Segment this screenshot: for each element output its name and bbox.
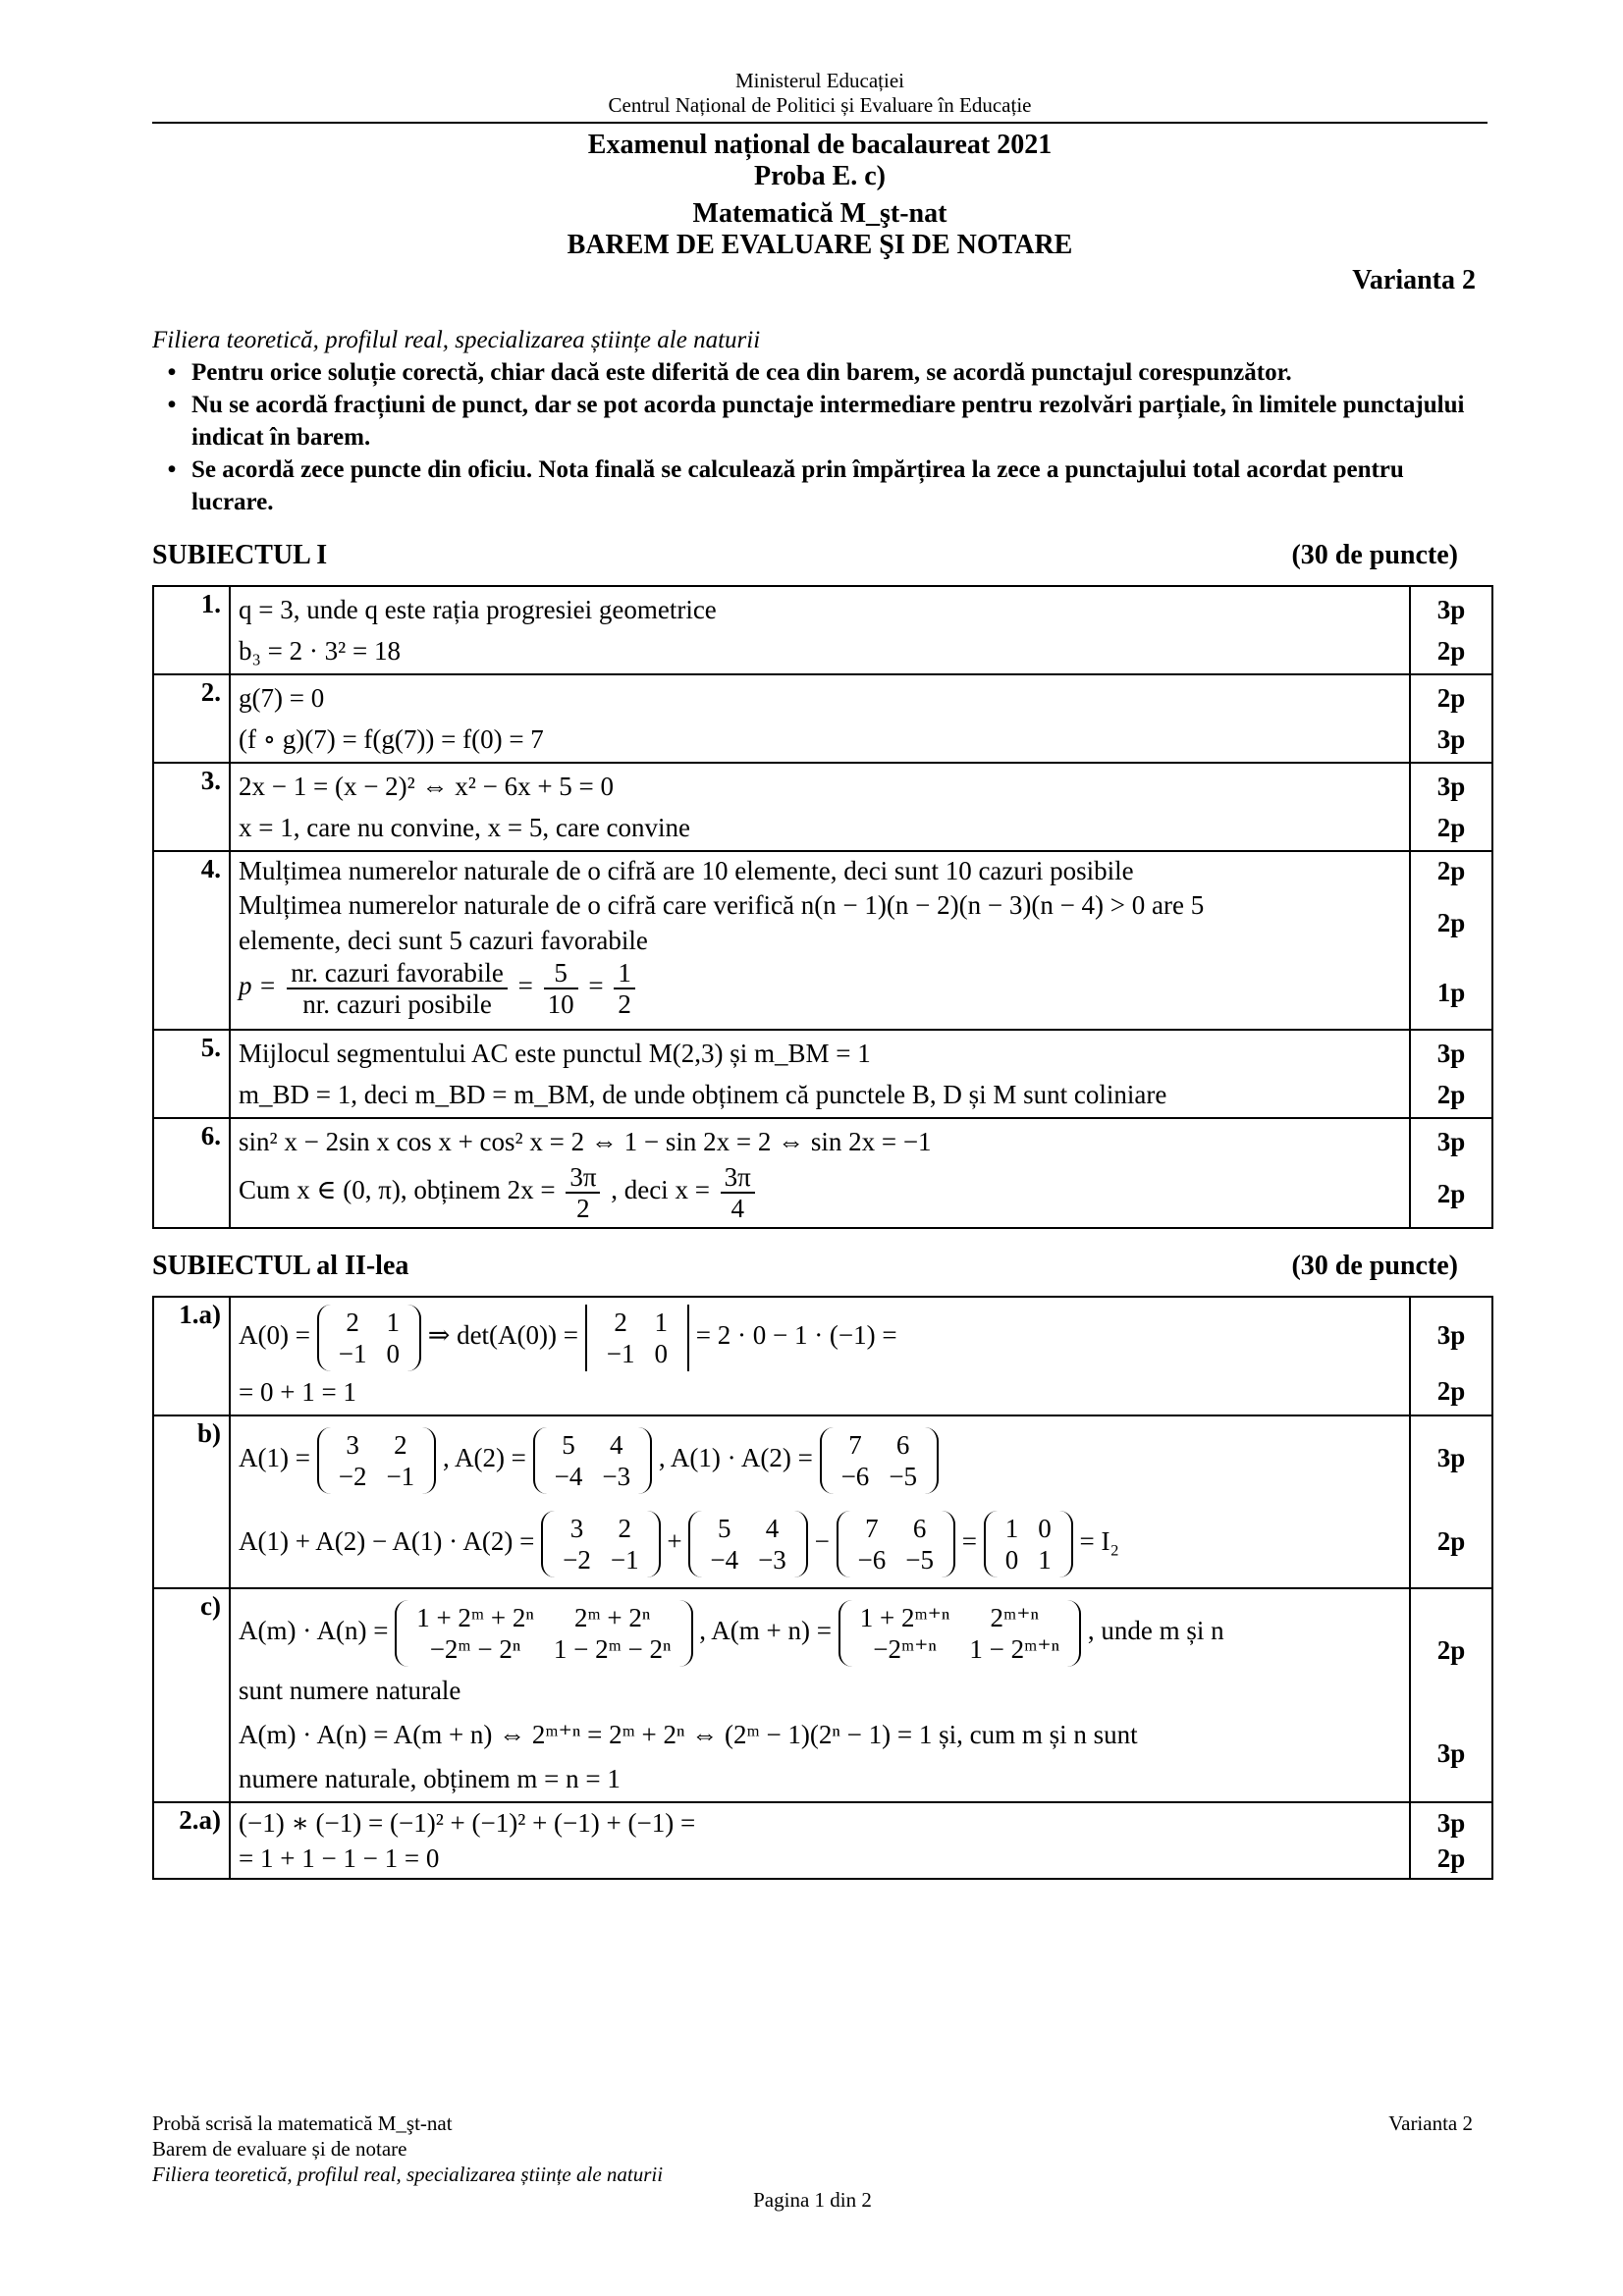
item-number: 3.: [153, 763, 230, 851]
fraction: [287, 958, 508, 1019]
matrix-cell: 5: [562, 1429, 575, 1460]
solution-line: = 1 + 1 − 1 − 1 = 0: [239, 1842, 440, 1873]
points-value: 3p: [1436, 1127, 1466, 1156]
solution-line: [239, 1418, 1401, 1497]
footer-barem: Barem de evaluare și de notare: [152, 2137, 407, 2161]
solution-line: q = 3, unde q este rația progresiei geometrice: [239, 595, 717, 624]
formula-text: =: [517, 971, 533, 1001]
matrix-cell: 4: [765, 1513, 780, 1543]
points-value: 2p: [1436, 908, 1466, 937]
section-title: SUBIECTUL I: [152, 540, 328, 570]
formula-text: −: [814, 1525, 830, 1556]
solution-line: = 0 + 1 = 1: [239, 1376, 356, 1407]
item-points: [1410, 1118, 1492, 1228]
section-2-heading: [152, 1251, 1488, 1282]
solution-line: sin² x − 2sin x cos x + cos² x = 2 ⇔ 1 − sin 2x = 2 ⇔ sin 2x = −1: [239, 1127, 932, 1156]
filiera-text: Filiera teoretică, profilul real, specializarea științe ale naturii: [152, 327, 761, 353]
solution-line: (f ∘ g)(7) = f(g(7)) = f(0) = 7: [239, 724, 544, 754]
matrix-cell: 2: [394, 1429, 407, 1460]
item-solution: [230, 851, 1410, 1030]
matrix-cell: 0: [386, 1338, 400, 1368]
formula-text: = I₂: [1079, 1525, 1119, 1556]
rule-text: Nu se acordă fracțiuni de punct, dar se pot acorda punctaje intermediare pentru rezolvări parțiale, în limitele punctajului indicat în barem.: [191, 392, 1465, 451]
formula-text: , deci x =: [611, 1175, 710, 1205]
section-points: (30 de puncte): [1291, 540, 1458, 570]
item-points: [1410, 1030, 1492, 1118]
item-solution: [230, 1588, 1410, 1802]
points-value: 3p: [1436, 1807, 1466, 1838]
points-value: 3p: [1436, 1320, 1466, 1350]
matrix-cell: −5: [905, 1544, 935, 1575]
header-rule: [152, 122, 1488, 124]
variant-label: Varianta 2: [1352, 265, 1476, 295]
formula-text: ⇒ det(A(0)) =: [427, 1320, 579, 1350]
solution-line: sunt numere naturale: [239, 1675, 461, 1705]
matrix-cell: −1: [386, 1461, 415, 1491]
matrix-cell: 2ᵐ⁺ⁿ: [990, 1602, 1039, 1632]
matrix-cell: −2ᵐ⁺ⁿ: [873, 1633, 937, 1664]
matrix-cell: −1: [338, 1338, 367, 1368]
exam-title: Examenul național de bacalaureat 2021: [587, 130, 1053, 160]
footer-exam: Probă scrisă la matematică M_şt-nat: [152, 2111, 453, 2135]
item-solution: [230, 763, 1410, 851]
solution-line: Mulțimea numerelor naturale de o cifră care verifică n(n − 1)(n − 2)(n − 3)(n − 4) > 0 are 5: [239, 890, 1205, 920]
section-1-table: [152, 585, 1493, 1229]
numerator: 1: [614, 958, 635, 989]
item-number: 6.: [153, 1118, 230, 1228]
bullet-icon: •: [167, 456, 177, 483]
matrix-cell: 2ᵐ + 2ⁿ: [573, 1602, 651, 1632]
solution-line: g(7) = 0: [239, 683, 325, 713]
table-row: [153, 851, 1492, 1030]
instructions: [152, 324, 1488, 518]
item-number: 1.a): [153, 1297, 230, 1415]
solution-line: A(m) · A(n) = A(m + n) ⇔ 2ᵐ⁺ⁿ = 2ᵐ + 2ⁿ ⇔ (2ᵐ − 1)(2ⁿ − 1) = 1 și, cum m și n sunt: [239, 1719, 1138, 1749]
solution-line: elemente, deci sunt 5 cazuri favorabile: [239, 926, 648, 955]
item-solution: [230, 586, 1410, 674]
matrix-cell: 0: [654, 1338, 668, 1368]
matrix: [820, 1427, 939, 1494]
matrix-cell: 3: [569, 1513, 584, 1543]
matrix-cell: 0: [1004, 1544, 1019, 1575]
identity-matrix: [984, 1511, 1073, 1577]
matrix: [533, 1427, 652, 1494]
matrix-cell: −2ᵐ − 2ⁿ: [429, 1633, 521, 1664]
exam-titles: [152, 130, 1488, 261]
item-solution: [230, 1415, 1410, 1588]
table-row: [153, 1588, 1492, 1802]
table-row: [153, 1030, 1492, 1118]
table-row: [153, 763, 1492, 851]
numerator: 5: [544, 958, 578, 989]
points-value: 3p: [1436, 1737, 1466, 1768]
solution-line: [239, 1591, 1401, 1670]
matrix: [317, 1305, 421, 1371]
points-value: 2p: [1436, 1179, 1466, 1208]
formula-text: A(1) + A(2) − A(1) · A(2) =: [239, 1525, 535, 1556]
item-points: [1410, 763, 1492, 851]
matrix-cell: 5: [717, 1513, 731, 1543]
item-number: 5.: [153, 1030, 230, 1118]
rule-2: [152, 389, 1488, 454]
points-value: 2p: [1436, 1080, 1466, 1109]
center-name: Centrul Național de Politici și Evaluare în Educație: [608, 93, 1032, 117]
formula-text: +: [667, 1525, 682, 1556]
points-value: 1p: [1436, 978, 1466, 1007]
matrix-cell: 2: [614, 1307, 627, 1337]
table-row: [153, 1802, 1492, 1879]
matrix: [317, 1427, 436, 1494]
matrix-cell: −6: [840, 1461, 870, 1491]
item-solution: [230, 1297, 1410, 1415]
formula-text: , A(2) =: [442, 1442, 526, 1472]
points-value: 2p: [1436, 683, 1466, 713]
section-2-table: [152, 1296, 1493, 1880]
points-value: 3p: [1436, 1039, 1466, 1068]
matrix-cell: −3: [758, 1544, 786, 1575]
solution-line: [239, 1162, 1401, 1223]
matrix-cell: −2: [563, 1544, 591, 1575]
points-value: 2p: [1436, 1842, 1466, 1873]
barem-title: BAREM DE EVALUARE ŞI DE NOTARE: [567, 230, 1073, 260]
item-points: [1410, 1415, 1492, 1588]
footer-variant: Varianta 2: [1388, 2111, 1473, 2135]
table-row: [153, 674, 1492, 763]
item-solution: [230, 1030, 1410, 1118]
matrix: [541, 1511, 660, 1577]
numerator: 3π: [566, 1162, 600, 1194]
matrix-cell: 3: [346, 1429, 359, 1460]
matrix-cell: 1 − 2ᵐ − 2ⁿ: [553, 1633, 672, 1664]
matrix-cell: 2: [618, 1513, 631, 1543]
matrix-cell: 1 + 2ᵐ + 2ⁿ: [416, 1602, 534, 1632]
solution-line: 2x − 1 = (x − 2)² ⇔ x² − 6x + 5 = 0: [239, 772, 615, 801]
formula-text: p =: [239, 971, 277, 1001]
denominator: nr. cazuri posibile: [302, 989, 492, 1019]
points-value: 3p: [1436, 772, 1466, 801]
formula-text: A(0) =: [239, 1320, 310, 1350]
item-points: [1410, 1802, 1492, 1879]
ministry-header: [152, 69, 1488, 118]
footer-row: [152, 2110, 1473, 2136]
matrix: [688, 1511, 807, 1577]
page: [152, 69, 1488, 1880]
points-value: 3p: [1436, 595, 1466, 624]
item-number: 2.a): [153, 1802, 230, 1879]
section-title: SUBIECTUL al II-lea: [152, 1251, 409, 1281]
matrix-cell: 1: [1038, 1544, 1052, 1575]
numerator: 3π: [721, 1162, 755, 1194]
item-points: [1410, 851, 1492, 1030]
denominator: 10: [547, 989, 574, 1019]
matrix-cell: 4: [610, 1429, 623, 1460]
points-value: 3p: [1436, 724, 1466, 754]
fraction: [614, 958, 635, 1019]
rule-text: Pentru orice soluție corectă, chiar dacă este diferită de cea din barem, se acordă punctajul corespunzător.: [191, 359, 1292, 386]
matrix-cell: −1: [610, 1544, 639, 1575]
proba-title: Proba E. c): [753, 161, 887, 191]
matrix-cell: 1 − 2ᵐ⁺ⁿ: [969, 1633, 1060, 1664]
points-value: 3p: [1436, 1442, 1466, 1472]
determinant: [585, 1305, 689, 1371]
item-number: c): [153, 1588, 230, 1802]
matrix-cell: −2: [338, 1461, 367, 1491]
rule-1: [152, 356, 1488, 389]
matrix-cell: −4: [554, 1461, 583, 1491]
matrix: [839, 1600, 1081, 1667]
matrix-cell: 6: [912, 1513, 927, 1543]
item-points: [1410, 1588, 1492, 1802]
ministry-name: Ministerul Educației: [734, 69, 905, 92]
points-value: 2p: [1436, 1376, 1466, 1406]
formula-text: , A(1) · A(2) =: [658, 1442, 813, 1472]
table-row: [153, 1297, 1492, 1415]
page-footer: [152, 2110, 1473, 2213]
formula-text: , unde m și n: [1087, 1615, 1224, 1645]
solution-line: (−1) ∗ (−1) = (−1)² + (−1)² + (−1) + (−1) =: [239, 1807, 696, 1838]
matrix-cell: 1: [1004, 1513, 1019, 1543]
rule-3: [152, 454, 1488, 518]
section-1-heading: [152, 540, 1488, 571]
bullet-icon: •: [167, 359, 177, 386]
subject-title: Matematică M_şt-nat: [692, 198, 947, 229]
item-number: 2.: [153, 674, 230, 763]
solution-line: m_BD = 1, deci m_BD = m_BM, de unde obținem că punctele B, D și M sunt coliniare: [239, 1080, 1167, 1109]
matrix-cell: 7: [848, 1429, 862, 1460]
matrix-cell: −6: [857, 1544, 887, 1575]
matrix-cell: 1: [386, 1307, 400, 1337]
solution-line: [239, 1300, 1401, 1371]
formula-text: =: [961, 1525, 977, 1556]
bullet-icon: •: [167, 392, 177, 418]
solution-line: Mijlocul segmentului AC este punctul M(2,3) și m_BM = 1: [239, 1039, 871, 1068]
matrix: [395, 1600, 692, 1667]
points-value: 2p: [1436, 1525, 1466, 1556]
probability-formula: [239, 958, 1401, 1019]
item-points: [1410, 586, 1492, 674]
denominator: 4: [730, 1194, 744, 1223]
matrix-cell: 6: [895, 1429, 910, 1460]
points-value: 2p: [1436, 636, 1466, 666]
item-solution: [230, 1802, 1410, 1879]
solution-line: numere naturale, obținem m = n = 1: [239, 1763, 621, 1793]
solution-line: [239, 1497, 1401, 1585]
matrix-cell: −1: [606, 1338, 635, 1368]
formula-text: = 2 · 0 − 1 · (−1) =: [695, 1320, 897, 1350]
matrix-cell: 0: [1038, 1513, 1052, 1543]
item-number: 1.: [153, 586, 230, 674]
denominator: 2: [576, 1194, 590, 1223]
points-value: 2p: [1436, 1634, 1466, 1665]
item-points: [1410, 674, 1492, 763]
item-solution: [230, 674, 1410, 763]
matrix-cell: −3: [602, 1461, 631, 1491]
formula-text: A(m) · A(n) =: [239, 1615, 389, 1645]
fraction: [544, 958, 578, 1019]
numerator: nr. cazuri favorabile: [287, 958, 508, 989]
matrix-cell: −5: [889, 1461, 918, 1491]
matrix-cell: 1: [654, 1307, 668, 1337]
formula-text: =: [588, 971, 604, 1001]
table-row: [153, 1415, 1492, 1588]
points-value: 2p: [1436, 813, 1466, 842]
matrix-cell: 1 + 2ᵐ⁺ⁿ: [859, 1602, 950, 1632]
formula-text: Cum x ∈ (0, π), obținem 2x =: [239, 1175, 556, 1205]
matrix: [837, 1511, 955, 1577]
solution-line: Mulțimea numerelor naturale de o cifră are 10 elemente, deci sunt 10 cazuri posibile: [239, 856, 1134, 885]
table-row: [153, 586, 1492, 674]
solution-line: x = 1, care nu convine, x = 5, care convine: [239, 813, 691, 842]
item-number: 4.: [153, 851, 230, 1030]
table-row: [153, 1118, 1492, 1228]
matrix-cell: 7: [865, 1513, 879, 1543]
denominator: 2: [618, 989, 631, 1019]
page-number: Pagina 1 din 2: [753, 2188, 872, 2212]
matrix-cell: 2: [346, 1307, 359, 1337]
formula-text: , A(m + n) =: [699, 1615, 832, 1645]
matrix-cell: −4: [710, 1544, 739, 1575]
section-points: (30 de puncte): [1291, 1251, 1458, 1281]
item-number: b): [153, 1415, 230, 1588]
footer-filiera: Filiera teoretică, profilul real, specializarea științe ale naturii: [152, 2163, 664, 2186]
solution-line: b₃ = 2 · 3² = 18: [239, 636, 401, 666]
fraction: [566, 1162, 600, 1223]
item-points: [1410, 1297, 1492, 1415]
formula-text: A(1) =: [239, 1442, 310, 1472]
item-solution: [230, 1118, 1410, 1228]
points-value: 2p: [1436, 856, 1466, 885]
fraction: [721, 1162, 755, 1223]
rule-text: Se acordă zece puncte din oficiu. Nota finală se calculează prin împărțirea la zece a punctajului total acordat pentru lucrare.: [191, 456, 1404, 515]
